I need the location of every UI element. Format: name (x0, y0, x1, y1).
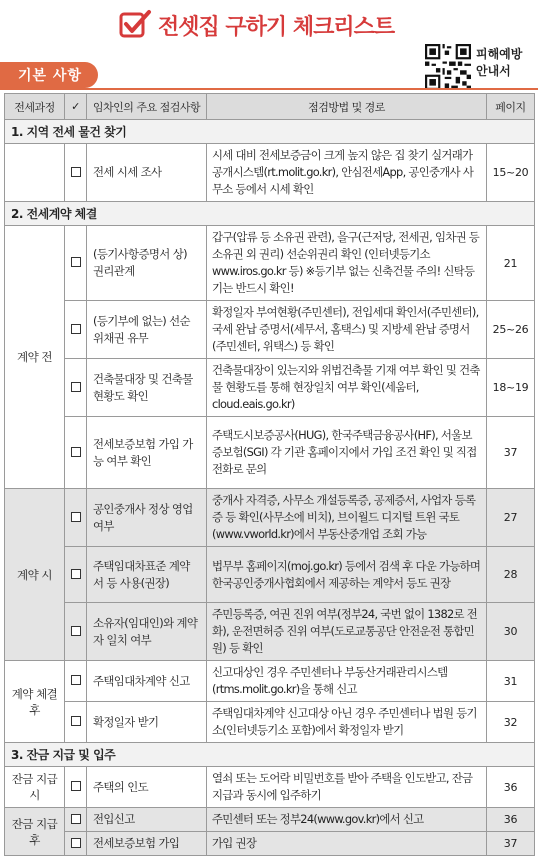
check-item: 건축물대장 및 건축물 현황도 확인 (87, 359, 207, 417)
check-method: 건축물대장이 있는지와 위법건축물 기재 여부 확인 및 건축물 현황도를 통해 현장일치 여부 확인(세움터, cloud.eais.go.kr) (207, 359, 487, 417)
check-method: 주민센터 또는 정부24(www.gov.kr)에서 신고 (207, 808, 487, 832)
checkbox[interactable] (71, 626, 81, 636)
col-header-method: 점검방법 및 경로 (207, 94, 487, 120)
check-cell (65, 489, 87, 547)
checkbox[interactable] (71, 382, 81, 392)
check-item: 전입신고 (87, 808, 207, 832)
checkbox[interactable] (71, 675, 81, 685)
check-method: 확정일자 부여현황(주민센터), 전입세대 확인서(주민센터), 국세 완납 증명서(세무서, 홈택스) 및 지방세 완납 증명서(주민센터, 위택스) 등 확인 (207, 301, 487, 359)
checkbox[interactable] (71, 838, 81, 848)
page-header (0, 0, 538, 92)
page-ref: 15~20 (487, 144, 535, 202)
table-row (5, 603, 535, 661)
check-item: 전세보증보험 가입 (87, 832, 207, 856)
check-item: 전세 시세 조사 (87, 144, 207, 202)
check-method: 가입 권장 (207, 832, 487, 856)
checkbox[interactable] (71, 512, 81, 522)
section-title: 3. 잔금 지급 및 입주 (5, 743, 535, 767)
table-row (5, 547, 535, 603)
checkbox[interactable] (71, 324, 81, 334)
check-item: (등기부에 없는) 선순위채권 유무 (87, 301, 207, 359)
section-header-row (5, 120, 535, 144)
check-cell (65, 832, 87, 856)
checkbox[interactable] (71, 447, 81, 457)
checkmark-icon (118, 8, 152, 42)
phase-cell: 계약 전 (5, 226, 65, 489)
section-title: 1. 지역 전세 물건 찾기 (5, 120, 535, 144)
page-ref: 31 (487, 661, 535, 702)
check-item: 주택임대차계약 신고 (87, 661, 207, 702)
qr-label: 피해예방 안내서 (476, 47, 523, 78)
table-row (5, 808, 535, 832)
checklist-table (4, 93, 535, 856)
check-method: 신고대상인 경우 주민센터나 부동산거래관리시스템(rtms.molit.go.kr)을 통해 신고 (207, 661, 487, 702)
check-cell (65, 603, 87, 661)
check-cell (65, 767, 87, 808)
table-body (5, 120, 535, 856)
check-method: 갑구(압류 등 소유권 관련), 을구(근저당, 전세권, 임차권 등 소유권 외 권리) 선순위권리 확인 (인터넷등기소 www.iros.go.kr 등) ※등기부 없는 신축건물 주의! 신탁등기는 반드시 확인! (207, 226, 487, 301)
check-cell (65, 226, 87, 301)
check-method: 열쇠 또는 도어락 비밀번호를 받아 주택을 인도받고, 잔금 지급과 동시에 입주하기 (207, 767, 487, 808)
title-wrap (118, 10, 394, 40)
check-cell (65, 301, 87, 359)
table-row (5, 226, 535, 301)
phase-cell: 잔금 지급 후 (5, 808, 65, 856)
check-cell (65, 661, 87, 702)
page-ref: 30 (487, 603, 535, 661)
page-ref: 37 (487, 832, 535, 856)
phase-cell (5, 144, 65, 202)
table-header-row (5, 94, 535, 120)
checkbox[interactable] (71, 814, 81, 824)
col-header-page: 페이지 (487, 94, 535, 120)
table-row (5, 417, 535, 489)
check-cell (65, 417, 87, 489)
check-item: 공인중개사 정상 영업 여부 (87, 489, 207, 547)
table-row (5, 661, 535, 702)
check-item: 주택임대차표준 계약서 등 사용(권장) (87, 547, 207, 603)
check-cell (65, 547, 87, 603)
basic-info-tab: 기본 사항 (0, 62, 98, 88)
qr-code-icon[interactable] (425, 44, 471, 90)
check-item: (등기사항증명서 상) 권리관계 (87, 226, 207, 301)
phase-cell: 계약 시 (5, 489, 65, 661)
check-item: 확정일자 받기 (87, 702, 207, 743)
col-header-phase: 전세과정 (5, 94, 65, 120)
page-ref: 27 (487, 489, 535, 547)
check-method: 중개사 자격증, 사무소 개설등록증, 공제증서, 사업자 등록증 등 확인(사무소에 비치), 브이월드 디지털 트윈 국토(www.vworld.kr)에서 부동산중개업 조회 가능 (207, 489, 487, 547)
tab-divider (0, 88, 538, 90)
page-ref: 25~26 (487, 301, 535, 359)
table-row (5, 359, 535, 417)
phase-cell: 계약 체결 후 (5, 661, 65, 743)
checkbox[interactable] (71, 569, 81, 579)
checkbox[interactable] (71, 716, 81, 726)
phase-cell: 잔금 지급 시 (5, 767, 65, 808)
page-ref: 36 (487, 808, 535, 832)
table-row (5, 767, 535, 808)
page-ref: 28 (487, 547, 535, 603)
table-row (5, 144, 535, 202)
page-ref: 21 (487, 226, 535, 301)
checkbox[interactable] (71, 257, 81, 267)
checkbox[interactable] (71, 167, 81, 177)
check-cell (65, 702, 87, 743)
table-row (5, 489, 535, 547)
check-cell (65, 359, 87, 417)
table-row (5, 301, 535, 359)
page-ref: 36 (487, 767, 535, 808)
col-header-check: ✓ (65, 94, 87, 120)
page-ref: 32 (487, 702, 535, 743)
check-method: 법무부 홈페이지(moj.go.kr) 등에서 검색 후 다운 가능하며 한국공인중개사협회에서 제공하는 계약서 등도 권장 (207, 547, 487, 603)
table-row (5, 702, 535, 743)
page-ref: 37 (487, 417, 535, 489)
check-item: 전세보증보험 가입 가능 여부 확인 (87, 417, 207, 489)
checkbox[interactable] (71, 781, 81, 791)
check-item: 주택의 인도 (87, 767, 207, 808)
section-header-row (5, 202, 535, 226)
page-ref: 18~19 (487, 359, 535, 417)
check-method: 주택도시보증공사(HUG), 한국주택금융공사(HF), 서울보증보험(SGI) 각 기관 홈페이지에서 가입 조건 확인 및 직접 전화로 문의 (207, 417, 487, 489)
col-header-item: 임차인의 주요 점검사항 (87, 94, 207, 120)
section-header-row (5, 743, 535, 767)
section-title: 2. 전세계약 체결 (5, 202, 535, 226)
check-method: 주택임대차계약 신고대상 아닌 경우 주민센터나 법원 등기소(인터넷등기소 포함)에서 확정일자 받기 (207, 702, 487, 743)
check-item: 소유자(임대인)와 계약자 일치 여부 (87, 603, 207, 661)
page-title: 전셋집 구하기 체크리스트 (158, 14, 395, 40)
check-method: 시세 대비 전세보증금이 크게 높지 않은 집 찾기 실거래가 공개시스템(rt.molit.go.kr), 안심전세App, 공인중개사 사무소 등에서 시세 확인 (207, 144, 487, 202)
check-method: 주민등록증, 여권 진위 여부(정부24, 국번 없이 1382로 전화), 운전면허증 진위 여부(도로교통공단 안전운전 통합민원) 등 확인 (207, 603, 487, 661)
table-row (5, 832, 535, 856)
check-cell (65, 144, 87, 202)
check-cell (65, 808, 87, 832)
